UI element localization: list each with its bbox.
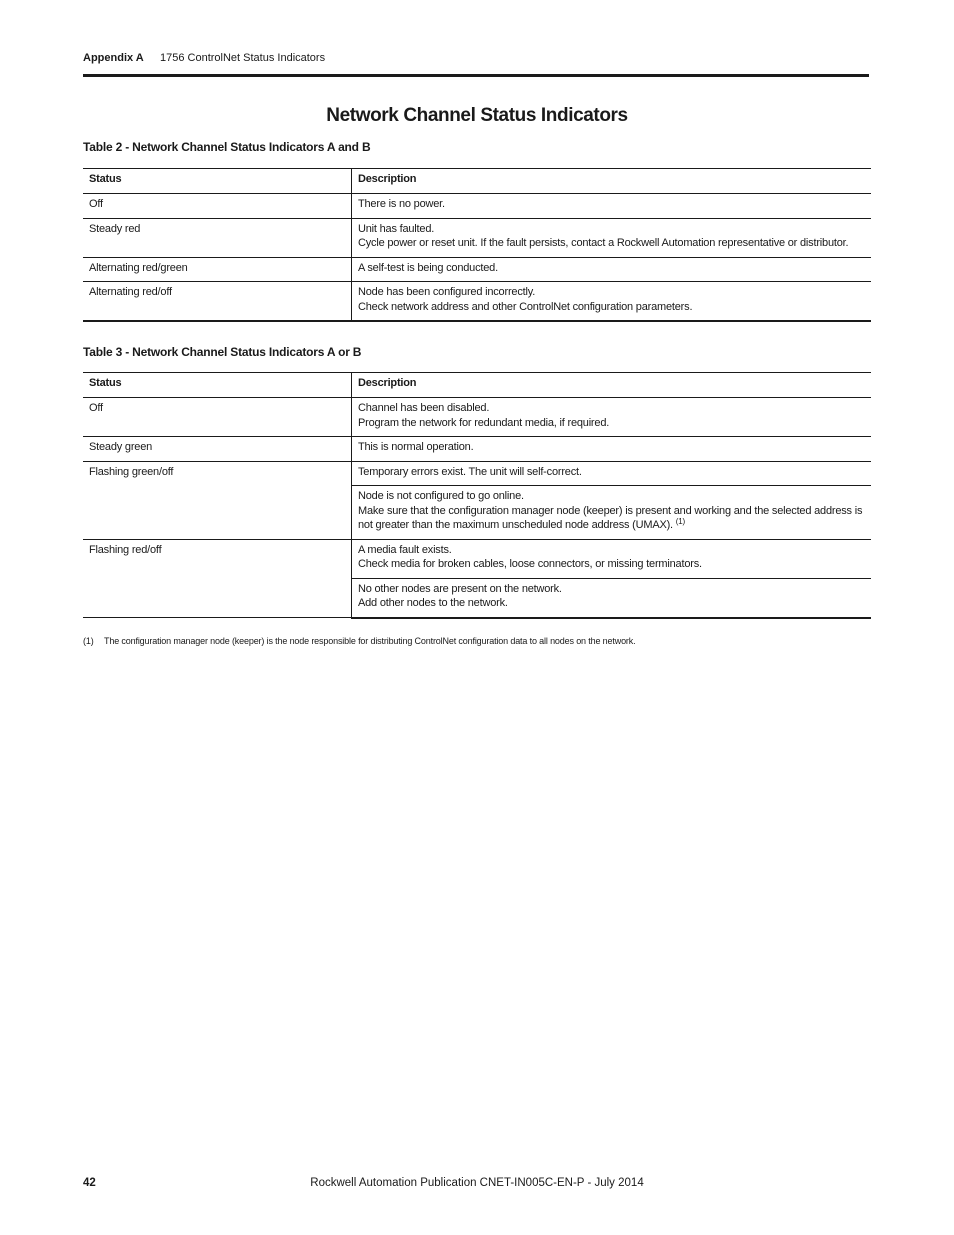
description-cell <box>352 486 872 540</box>
table3-header-row <box>83 373 871 398</box>
description-line: Unit has faulted. <box>358 222 435 235</box>
description-line: Temporary errors exist. The unit will self-correct. <box>358 465 582 478</box>
status-cell: Alternating red/green <box>83 257 352 282</box>
chapter-title: 1756 ControlNet Status Indicators <box>160 52 326 64</box>
status-cell: Flashing green/off <box>83 461 352 539</box>
description-cell <box>352 282 872 322</box>
table-row <box>83 257 871 282</box>
table-row <box>83 282 871 322</box>
description-line: Channel has been disabled. <box>358 402 490 414</box>
status-cell: Flashing red/off <box>83 539 352 618</box>
description-line: Program the network for redundant media, if required. <box>358 416 610 429</box>
page-number: 42 <box>83 1177 96 1189</box>
description-line: Check media for broken cables, loose connectors, or missing terminators. <box>358 558 702 571</box>
table-row <box>83 194 871 219</box>
description-line: Cycle power or reset unit. If the fault persists, contact a Rockwell Automation representative or distributor. <box>358 237 849 250</box>
description-cell <box>352 578 872 618</box>
description-line: Node has been configured incorrectly. <box>358 286 536 299</box>
description-cell <box>352 398 872 437</box>
description-line: This is normal operation. <box>358 441 474 454</box>
description-cell <box>352 437 872 462</box>
description-line: A self-test is being conducted. <box>358 261 498 274</box>
footnote-text: The configuration manager node (keeper) is the node responsible for distributing ControlNet configuration data to all nodes on the network. <box>104 636 636 646</box>
footnote-reference[interactable]: (1) <box>675 517 685 527</box>
status-cell: Off <box>83 398 352 437</box>
publication-info: Rockwell Automation Publication CNET-IN005C-EN-P - July 2014 <box>310 1177 644 1189</box>
description-cell <box>352 257 872 282</box>
table3-caption: Table 3 - Network Channel Status Indicators A or B <box>83 345 362 359</box>
footnote <box>83 636 869 646</box>
table2-col-status: Status <box>83 169 352 194</box>
table3-col-description: Description <box>352 373 872 398</box>
table2-caption: Table 2 - Network Channel Status Indicators A and B <box>83 140 371 154</box>
running-header <box>83 52 869 64</box>
table-row <box>83 218 871 257</box>
table3 <box>83 372 871 619</box>
status-cell: Steady red <box>83 218 352 257</box>
table-row <box>83 461 871 486</box>
description-line <box>358 504 865 533</box>
footnote-mark: (1) <box>83 636 94 646</box>
status-cell: Alternating red/off <box>83 282 352 322</box>
table-row <box>83 539 871 578</box>
description-line: No other nodes are present on the network. <box>358 582 562 595</box>
description-cell <box>352 461 872 486</box>
appendix-label: Appendix A <box>83 52 144 64</box>
section-title: Network Channel Status Indicators <box>326 105 628 126</box>
table-row <box>83 437 871 462</box>
description-line: A media fault exists. <box>358 543 452 556</box>
description-line: Check network address and other ControlNet configuration parameters. <box>358 300 693 313</box>
description-cell <box>352 194 872 219</box>
description-line: There is no power. <box>358 198 445 210</box>
table2-col-description: Description <box>352 169 872 194</box>
description-cell <box>352 539 872 578</box>
description-line: Node is not configured to go online. <box>358 490 524 503</box>
status-cell: Off <box>83 194 352 219</box>
table3-col-status: Status <box>83 373 352 398</box>
description-line: Add other nodes to the network. <box>358 597 508 610</box>
description-text: Make sure that the configuration manager node (keeper) is present and working and the selected address is not greater than the maximum unscheduled node address (UMAX). <box>358 504 863 532</box>
description-cell <box>352 218 872 257</box>
table-row <box>83 398 871 437</box>
status-cell: Steady green <box>83 437 352 462</box>
table2-header-row <box>83 169 871 194</box>
table2 <box>83 168 871 322</box>
header-rule <box>83 74 869 77</box>
